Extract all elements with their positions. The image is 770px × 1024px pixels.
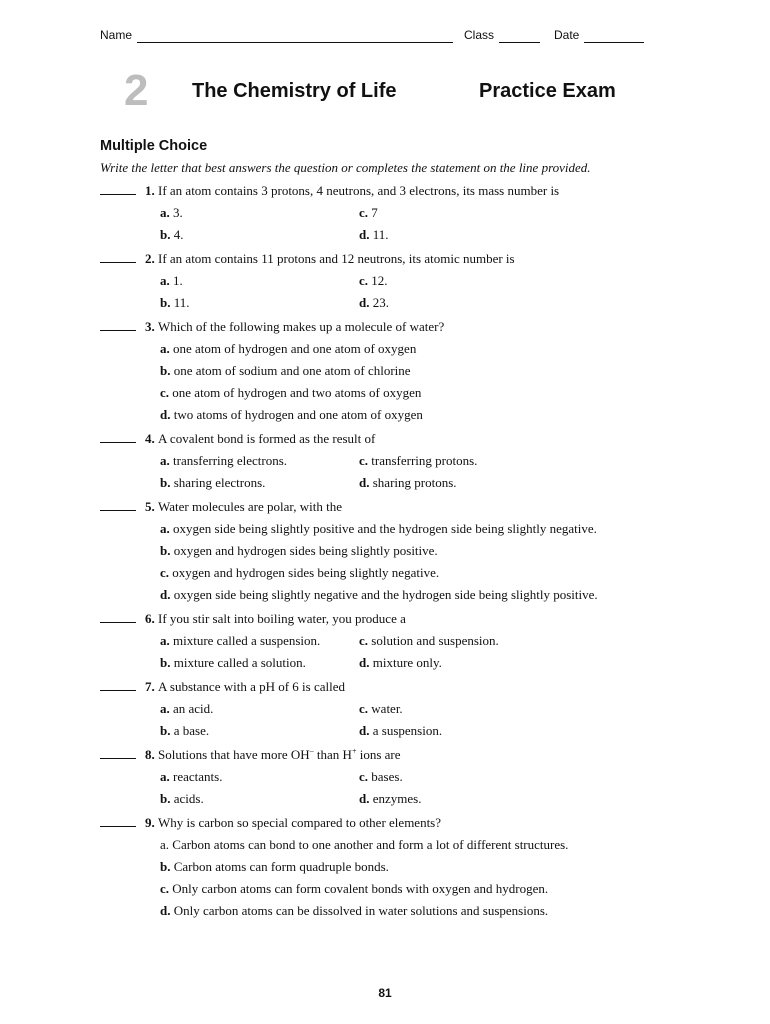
answer-blank[interactable] — [100, 510, 136, 511]
question-text: If an atom contains 11 protons and 12 neutrons, its atomic number is — [158, 251, 515, 266]
question-text: Solutions that have more OH– than H+ ions are — [158, 746, 401, 762]
choice-a: a. 3. — [160, 205, 183, 220]
choice-c: c. water. — [359, 701, 403, 716]
choice-b: b. one atom of sodium and one atom of chlorine — [160, 363, 411, 378]
choice-d: d. 11. — [359, 227, 389, 242]
choice-b: b. acids. — [160, 791, 204, 806]
choice-d: d. sharing protons. — [359, 475, 457, 490]
choice-b: b. mixture called a solution. — [160, 655, 306, 670]
choice-c: c. bases. — [359, 769, 403, 784]
question-8 — [100, 746, 660, 812]
choice-c: c. 12. — [359, 273, 388, 288]
choice-b: b. 11. — [160, 295, 190, 310]
question-number: 3. — [145, 319, 155, 334]
answer-blank[interactable] — [100, 826, 136, 827]
question-number: 6. — [145, 611, 155, 626]
class-field[interactable] — [499, 42, 540, 43]
choice-d: d. two atoms of hydrogen and one atom of oxygen — [160, 407, 423, 422]
question-text: If an atom contains 3 protons, 4 neutrons, and 3 electrons, its mass number is — [158, 183, 560, 198]
choice-a: a. one atom of hydrogen and one atom of oxygen — [160, 341, 417, 356]
question-4 — [100, 430, 660, 496]
choice-c: c. oxygen and hydrogen sides being slightly negative. — [160, 565, 440, 580]
answer-blank[interactable] — [100, 622, 136, 623]
page-number: 81 — [378, 986, 392, 1000]
name-field[interactable] — [137, 42, 453, 43]
choice-a: a. mixture called a suspension. — [160, 633, 321, 648]
choice-b: b. oxygen and hydrogen sides being slightly positive. — [160, 543, 438, 558]
answer-blank[interactable] — [100, 690, 136, 691]
question-number: 8. — [145, 747, 155, 762]
choice-d: d. a suspension. — [359, 723, 443, 738]
question-number: 9. — [145, 815, 155, 830]
question-9 — [100, 814, 660, 924]
choice-b: b. Carbon atoms can form quadruple bonds. — [160, 859, 389, 874]
answer-blank[interactable] — [100, 330, 136, 331]
header-row — [100, 28, 645, 44]
section-title: Multiple Choice — [100, 138, 208, 154]
question-text: Why is carbon so special compared to other elements? — [158, 815, 442, 830]
question-text: Water molecules are polar, with the — [158, 499, 342, 514]
question-text: If you stir salt into boiling water, you produce a — [158, 611, 406, 626]
name-label: Name — [100, 28, 133, 42]
question-3 — [100, 318, 660, 428]
answer-blank[interactable] — [100, 194, 136, 195]
question-number: 5. — [145, 499, 155, 514]
choice-d: d. oxygen side being slightly negative and the hydrogen side being slightly positive. — [160, 587, 598, 602]
answer-blank[interactable] — [100, 442, 136, 443]
question-number: 1. — [145, 183, 155, 198]
chapter-title: The Chemistry of Life — [192, 80, 397, 102]
class-label: Class — [464, 28, 495, 42]
choice-a: a. oxygen side being slightly positive and the hydrogen side being slightly negative. — [160, 521, 597, 536]
date-label: Date — [554, 28, 580, 42]
choice-c: c. 7 — [359, 205, 378, 220]
choice-d: d. Only carbon atoms can be dissolved in water solutions and suspensions. — [160, 903, 549, 918]
choice-c: c. solution and suspension. — [359, 633, 499, 648]
question-text: A substance with a pH of 6 is called — [158, 679, 346, 694]
choice-a: a. Carbon atoms can bond to one another and form a lot of different structures. — [160, 837, 569, 852]
question-number: 2. — [145, 251, 155, 266]
choice-c: c. one atom of hydrogen and two atoms of oxygen — [160, 385, 422, 400]
question-text: A covalent bond is formed as the result of — [158, 431, 376, 446]
question-7 — [100, 678, 660, 744]
choice-a: a. transferring electrons. — [160, 453, 288, 468]
choice-b: b. 4. — [160, 227, 184, 242]
choice-a: a. 1. — [160, 273, 183, 288]
choice-b: b. sharing electrons. — [160, 475, 266, 490]
date-field[interactable] — [584, 42, 644, 43]
exam-title: Practice Exam — [479, 80, 616, 102]
choice-c: c. transferring protons. — [359, 453, 478, 468]
choice-d: d. mixture only. — [359, 655, 442, 670]
question-number: 7. — [145, 679, 155, 694]
choice-d: d. enzymes. — [359, 791, 422, 806]
question-2 — [100, 250, 660, 316]
question-5 — [100, 498, 660, 608]
choice-a: a. reactants. — [160, 769, 223, 784]
answer-blank[interactable] — [100, 758, 136, 759]
instructions: Write the letter that best answers the question or completes the statement on the line provided. — [100, 160, 591, 175]
question-text: Which of the following makes up a molecule of water? — [158, 319, 445, 334]
question-number: 4. — [145, 431, 155, 446]
answer-blank[interactable] — [100, 262, 136, 263]
question-6 — [100, 610, 660, 676]
choice-b: b. a base. — [160, 723, 210, 738]
choice-c: c. Only carbon atoms can form covalent bonds with oxygen and hydrogen. — [160, 881, 549, 896]
question-1 — [100, 182, 660, 248]
choice-d: d. 23. — [359, 295, 389, 310]
choice-a: a. an acid. — [160, 701, 214, 716]
chapter-number: 2 — [124, 66, 149, 115]
